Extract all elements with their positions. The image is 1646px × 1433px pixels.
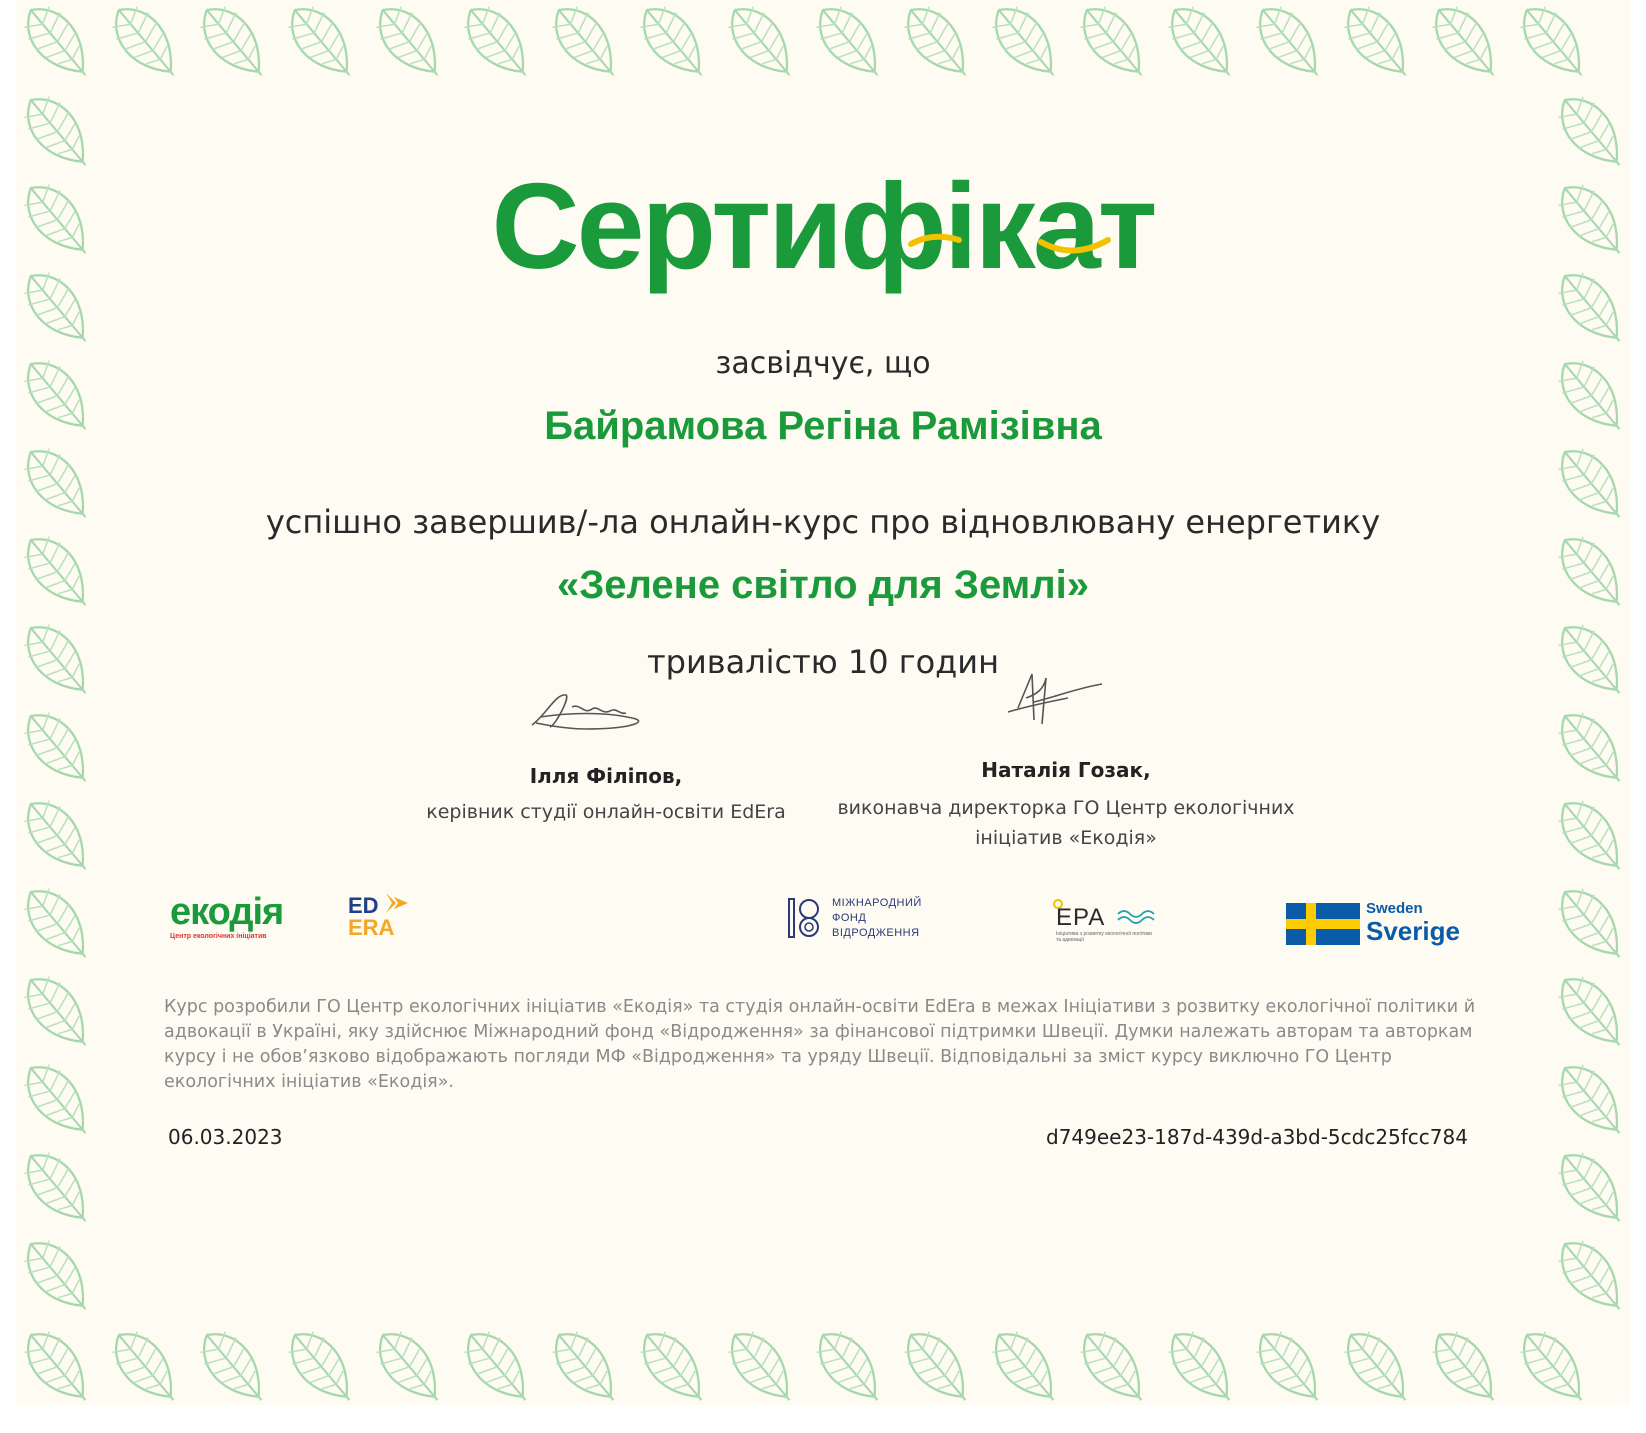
certificate-title: Сертифікат (491, 158, 1155, 294)
leaf-icon (718, 1321, 806, 1405)
leaf-icon (1334, 1321, 1422, 1405)
leaf-icon (1334, 0, 1422, 89)
sweden-sverige-logo (1286, 900, 1476, 944)
signatory-2-name: Наталія Гозак, (981, 758, 1151, 782)
leaf-icon (1548, 1054, 1630, 1147)
leaf-icon (16, 790, 102, 883)
signature-filipov (526, 685, 656, 740)
leaf-icon (894, 1321, 982, 1405)
leaf-icon (366, 0, 454, 89)
issue-date: 06.03.2023 (168, 1125, 283, 1149)
leaf-icon (1548, 790, 1630, 883)
leaf-icon (894, 0, 982, 89)
leaf-icon (16, 1142, 102, 1235)
leaf-icon (16, 702, 102, 795)
signatory-1-role: керівник студії онлайн-освіти EdEra (426, 801, 786, 823)
leaf-icon (102, 0, 190, 89)
leaf-icon (542, 0, 630, 89)
recipient-name: Байрамова Регіна Рамізівна (544, 404, 1102, 448)
signatory-1-name: Ілля Філіпов, (529, 764, 683, 788)
sweden-label: Sweden (1366, 900, 1423, 917)
leaf-icon (16, 966, 102, 1059)
leaf-icon (16, 1230, 102, 1323)
irf-line1: МІЖНАРОДНИЙ (832, 897, 922, 909)
leaf-icon (982, 0, 1070, 89)
leaf-icon (1422, 1321, 1510, 1405)
leaf-icon (1158, 0, 1246, 89)
certificate (16, 0, 1630, 1405)
leaf-icon (806, 1321, 894, 1405)
course-duration: тривалістю 10 годин (646, 643, 1000, 681)
epa-name: EPA (1056, 904, 1106, 931)
certificate-title-graphic (491, 158, 1155, 294)
leaf-icon (1158, 1321, 1246, 1405)
certificate-title-wrap (16, 160, 1630, 294)
leaf-icon (1548, 878, 1630, 971)
leaf-icon (1548, 1230, 1630, 1323)
leaf-icon (982, 1321, 1070, 1405)
leaf-icon (190, 0, 278, 89)
wave-icon (1116, 908, 1158, 928)
leaf-icon (542, 1321, 630, 1405)
leaf-icon (1246, 1321, 1334, 1405)
leaf-icon (1246, 0, 1334, 89)
leaf-icon (630, 0, 718, 89)
leaf-icon (1070, 0, 1158, 89)
leaf-icon (278, 0, 366, 89)
leaf-icon (806, 0, 894, 89)
leaf-icon (454, 1321, 542, 1405)
leaf-icon (1510, 1321, 1598, 1405)
certificate-id: d749ee23-187d-439d-a3bd-5cdc25fcc784 (1046, 1125, 1468, 1149)
ecodiya-logo: екодія Центр екологічних ініціатив (170, 891, 284, 940)
leaf-icon (1070, 1321, 1158, 1405)
leaf-icon (366, 1321, 454, 1405)
certifies-that-text: засвідчує, що (715, 346, 931, 381)
leaf-icon (718, 0, 806, 89)
leaf-icon (190, 1321, 278, 1405)
signatory-2-role-line1: виконавча директорка ГО Центр екологічних (837, 797, 1295, 819)
epa-logo (1052, 898, 1162, 944)
leaf-icon (630, 1321, 718, 1405)
course-disclaimer: Курс розробили ГО Центр екологічних ініціатив «Екодія» та студія онлайн-освіти EdEra в межах Ініціативи з розвитку екологічної політики й адвокації в Україні, яку здійснює Міжнародний фонд «Відродження» за фінансової підтримки Швеції. Думки належать авторам та авторкам курсу і не обов’язково відображають погляди МФ «Відродження» та уряду Швеції. Відповідальні за зміст курсу виключно ГО Центр екологічних ініціатив «Екодія». (164, 997, 1476, 1092)
leaf-icon (454, 0, 542, 89)
leaf-icon (16, 878, 102, 971)
signature-gozak (998, 668, 1108, 738)
irf-line3: ВІДРОДЖЕННЯ (832, 927, 920, 939)
leaf-icon (102, 1321, 190, 1405)
leaf-icon (278, 1321, 366, 1405)
course-name: «Зелене світло для Землі» (556, 563, 1090, 607)
leaf-icon (1548, 966, 1630, 1059)
leaf-icon (16, 1054, 102, 1147)
leaf-icon (1548, 1142, 1630, 1235)
leaf-icon (1548, 702, 1630, 795)
leaf-icon (1422, 0, 1510, 89)
epa-tagline: Ініціатива з розвитку екологічної політики та адвокації (1056, 931, 1152, 943)
leaf-icon (1510, 0, 1598, 89)
edera-logo: ED ERA (348, 895, 418, 939)
irf-emblem-icon (786, 896, 826, 940)
leaf-icon (16, 0, 102, 89)
irf-line2: ФОНД (832, 912, 867, 924)
sverige-label: Sverige (1366, 916, 1460, 946)
irf-logo (786, 896, 966, 946)
swedish-flag-icon (1286, 903, 1360, 945)
leaf-icon (16, 1321, 102, 1405)
edera-arrow-icon (382, 891, 410, 917)
completion-statement: успішно завершив/-ла онлайн-курс про відновлювану енергетику (265, 503, 1381, 541)
signatory-2-role-line2: ініціатив «Екодія» (975, 827, 1157, 849)
